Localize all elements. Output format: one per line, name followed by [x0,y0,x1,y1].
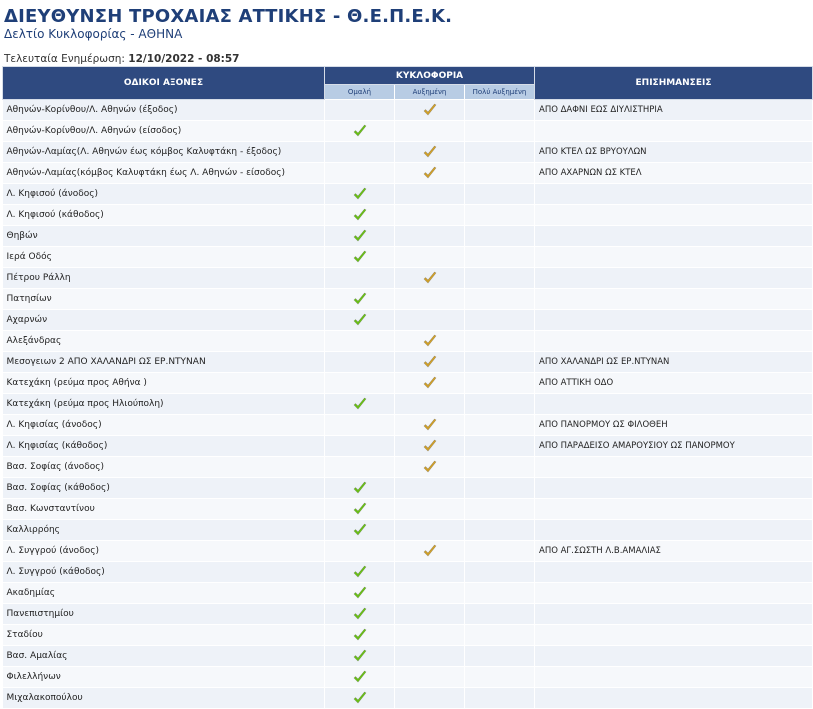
status-cell-increased [395,100,465,121]
road-name: Βασ. Αμαλίας [3,646,325,667]
table-row [3,688,813,709]
status-cell-increased [395,205,465,226]
road-name: Μιχαλακοπούλου [3,688,325,709]
green-check-icon [352,186,368,202]
road-name: Σταδίου [3,625,325,646]
yellow-check-icon [422,438,438,454]
remark: ΑΠΟ ΑΤΤΙΚΗ ΟΔΟ [535,373,813,394]
table-row [3,352,813,373]
status-cell-normal [325,667,395,688]
remark [535,457,813,478]
last-update-label: Τελευταία Ενημέρωση: [4,53,125,65]
remark [535,289,813,310]
road-name: Αθηνών-Λαμίας(Λ. Αθηνών έως κόμβος Καλυφτάκη - έξοδος) [3,142,325,163]
status-cell-increased [395,394,465,415]
subheader-very-increased: Πολύ Αυξημένη [465,85,535,100]
remark [535,184,813,205]
table-row [3,499,813,520]
status-cell-normal [325,100,395,121]
table-row [3,163,813,184]
green-check-icon [352,228,368,244]
status-cell-very [465,667,535,688]
remark: ΑΠΟ ΠΑΡΑΔΕΙΣΟ ΑΜΑΡΟΥΣΙΟΥ ΩΣ ΠΑΝΟΡΜΟΥ [535,436,813,457]
green-check-icon [352,249,368,265]
table-row [3,415,813,436]
status-cell-normal [325,121,395,142]
status-cell-increased [395,415,465,436]
road-name: Θηβών [3,226,325,247]
table-row [3,310,813,331]
remark [535,478,813,499]
road-name: Ακαδημίας [3,583,325,604]
subheader-increased: Αυξημένη [395,85,465,100]
status-cell-increased [395,625,465,646]
remark: ΑΠΟ ΧΑΛΑΝΔΡΙ ΩΣ ΕΡ.ΝΤΥΝΑΝ [535,352,813,373]
status-cell-very [465,373,535,394]
road-name: Αχαρνών [3,310,325,331]
table-row [3,457,813,478]
status-cell-increased [395,184,465,205]
yellow-check-icon [422,102,438,118]
remark [535,562,813,583]
remark: ΑΠΟ ΠΑΝΟΡΜΟΥ ΩΣ ΦΙΛΟΘΕΗ [535,415,813,436]
status-cell-increased [395,541,465,562]
remark [535,205,813,226]
status-cell-normal [325,520,395,541]
road-name: Λ. Συγγρού (κάθοδος) [3,562,325,583]
road-name: Πανεπιστημίου [3,604,325,625]
status-cell-very [465,562,535,583]
status-cell-very [465,541,535,562]
status-cell-normal [325,289,395,310]
road-name: Βασ. Σοφίας (κάθοδος) [3,478,325,499]
column-header-traffic: ΚΥΚΛΟΦΟΡΙΑ [325,67,535,85]
green-check-icon [352,690,368,706]
status-cell-very [465,142,535,163]
status-cell-very [465,121,535,142]
table-row [3,562,813,583]
green-check-icon [352,501,368,517]
status-cell-very [465,457,535,478]
green-check-icon [352,207,368,223]
road-name: Μεσογειων 2 ΑΠΟ ΧΑΛΑΝΔΡΙ ΩΣ ΕΡ.ΝΤΥΝΑΝ [3,352,325,373]
table-row [3,373,813,394]
road-name: Πατησίων [3,289,325,310]
road-name: Αλεξάνδρας [3,331,325,352]
remark [535,625,813,646]
status-cell-normal [325,436,395,457]
road-name: Κατεχάκη (ρεύμα προς Αθήνα ) [3,373,325,394]
remark [535,268,813,289]
status-cell-increased [395,121,465,142]
table-row [3,625,813,646]
table-row [3,184,813,205]
status-cell-very [465,331,535,352]
green-check-icon [352,291,368,307]
road-name: Λ. Κηφισίας (κάθοδος) [3,436,325,457]
road-name: Καλλιρρόης [3,520,325,541]
status-cell-normal [325,646,395,667]
status-cell-very [465,604,535,625]
status-cell-very [465,205,535,226]
table-row [3,331,813,352]
status-cell-very [465,310,535,331]
last-update [4,53,240,65]
green-check-icon [352,522,368,538]
status-cell-very [465,499,535,520]
remark: ΑΠΟ ΑΧΑΡΝΩΝ ΩΣ ΚΤΕΛ [535,163,813,184]
status-cell-increased [395,667,465,688]
status-cell-increased [395,562,465,583]
status-cell-increased [395,520,465,541]
yellow-check-icon [422,144,438,160]
status-cell-normal [325,331,395,352]
status-cell-increased [395,310,465,331]
remark [535,646,813,667]
table-row [3,289,813,310]
table-row [3,604,813,625]
last-update-value: 12/10/2022 - 08:57 [128,53,240,65]
status-cell-normal [325,457,395,478]
page-title: ΔΙΕΥΘΥΝΣΗ ΤΡΟΧΑΙΑΣ ΑΤΤΙΚΗΣ - Θ.Ε.Π.Ε.Κ. [4,6,453,27]
table-row [3,583,813,604]
road-name: Ιερά Οδός [3,247,325,268]
status-cell-normal [325,247,395,268]
status-cell-normal [325,163,395,184]
status-cell-normal [325,688,395,709]
status-cell-very [465,268,535,289]
status-cell-normal [325,373,395,394]
road-name: Λ. Κηφισού (κάθοδος) [3,205,325,226]
road-name: Λ. Κηφισού (άνοδος) [3,184,325,205]
status-cell-increased [395,436,465,457]
table-row [3,436,813,457]
status-cell-increased [395,373,465,394]
remark [535,667,813,688]
status-cell-normal [325,394,395,415]
status-cell-very [465,436,535,457]
status-cell-very [465,625,535,646]
remark [535,331,813,352]
status-cell-normal [325,478,395,499]
status-cell-normal [325,142,395,163]
status-cell-very [465,394,535,415]
status-cell-increased [395,457,465,478]
traffic-table [2,66,813,709]
remark [535,604,813,625]
remark [535,499,813,520]
status-cell-very [465,646,535,667]
yellow-check-icon [422,333,438,349]
status-cell-normal [325,604,395,625]
table-row [3,100,813,121]
road-name: Κατεχάκη (ρεύμα προς Ηλιούπολη) [3,394,325,415]
road-name: Λ. Συγγρού (άνοδος) [3,541,325,562]
green-check-icon [352,123,368,139]
yellow-check-icon [422,417,438,433]
status-cell-very [465,100,535,121]
green-check-icon [352,396,368,412]
table-row [3,121,813,142]
road-name: Φιλελλήνων [3,667,325,688]
status-cell-increased [395,478,465,499]
table-row [3,205,813,226]
table-row [3,226,813,247]
status-cell-normal [325,268,395,289]
remark [535,583,813,604]
status-cell-increased [395,247,465,268]
status-cell-increased [395,352,465,373]
yellow-check-icon [422,354,438,370]
status-cell-very [465,478,535,499]
status-cell-very [465,184,535,205]
table-row [3,541,813,562]
remark [535,520,813,541]
status-cell-very [465,688,535,709]
road-name: Λ. Κηφισίας (άνοδος) [3,415,325,436]
status-cell-increased [395,268,465,289]
table-row [3,478,813,499]
green-check-icon [352,585,368,601]
yellow-check-icon [422,270,438,286]
status-cell-normal [325,625,395,646]
green-check-icon [352,564,368,580]
status-cell-very [465,226,535,247]
remark [535,226,813,247]
road-name: Βασ. Κωνσταντίνου [3,499,325,520]
status-cell-normal [325,310,395,331]
yellow-check-icon [422,375,438,391]
status-cell-increased [395,226,465,247]
green-check-icon [352,480,368,496]
table-row [3,268,813,289]
table-row [3,247,813,268]
road-name: Αθηνών-Κορίνθου/Λ. Αθηνών (έξοδος) [3,100,325,121]
remark [535,394,813,415]
road-name: Πέτρου Ράλλη [3,268,325,289]
remark: ΑΠΟ ΔΑΦΝΙ ΕΩΣ ΔΙΥΛΙΣΤΗΡΙΑ [535,100,813,121]
status-cell-increased [395,583,465,604]
road-name: Αθηνών-Κορίνθου/Λ. Αθηνών (είσοδος) [3,121,325,142]
table-row [3,646,813,667]
road-name: Βασ. Σοφίας (άνοδος) [3,457,325,478]
table-row [3,142,813,163]
remark [535,247,813,268]
remark: ΑΠΟ ΑΓ.ΣΩΣΤΗ Λ.Β.ΑΜΑΛΙΑΣ [535,541,813,562]
status-cell-normal [325,415,395,436]
status-cell-normal [325,226,395,247]
status-cell-increased [395,289,465,310]
yellow-check-icon [422,459,438,475]
green-check-icon [352,669,368,685]
subheader-normal: Ομαλή [325,85,395,100]
remark [535,121,813,142]
status-cell-increased [395,499,465,520]
table-row [3,667,813,688]
yellow-check-icon [422,543,438,559]
status-cell-normal [325,562,395,583]
remark [535,310,813,331]
status-cell-very [465,415,535,436]
status-cell-very [465,163,535,184]
status-cell-increased [395,646,465,667]
status-cell-normal [325,205,395,226]
remark [535,688,813,709]
status-cell-normal [325,541,395,562]
status-cell-very [465,289,535,310]
status-cell-very [465,247,535,268]
status-cell-very [465,583,535,604]
status-cell-increased [395,688,465,709]
column-header-notes: ΕΠΙΣΗΜΑΝΣΕΙΣ [535,67,813,100]
green-check-icon [352,312,368,328]
status-cell-increased [395,604,465,625]
green-check-icon [352,606,368,622]
remark: ΑΠΟ ΚΤΕΛ ΩΣ ΒΡΥΟΥΛΩΝ [535,142,813,163]
table-row [3,394,813,415]
status-cell-very [465,520,535,541]
green-check-icon [352,648,368,664]
status-cell-normal [325,352,395,373]
status-cell-increased [395,142,465,163]
status-cell-very [465,352,535,373]
status-cell-normal [325,184,395,205]
yellow-check-icon [422,165,438,181]
column-header-roads: ΟΔΙΚΟΙ ΑΞΟΝΕΣ [3,67,325,100]
green-check-icon [352,627,368,643]
status-cell-increased [395,163,465,184]
page-subtitle: Δελτίο Κυκλοφορίας - ΑΘΗΝΑ [4,27,183,41]
table-row [3,520,813,541]
road-name: Αθηνών-Λαμίας(κόμβος Καλυφτάκη έως Λ. Αθηνών - είσοδος) [3,163,325,184]
status-cell-normal [325,583,395,604]
status-cell-increased [395,331,465,352]
status-cell-normal [325,499,395,520]
